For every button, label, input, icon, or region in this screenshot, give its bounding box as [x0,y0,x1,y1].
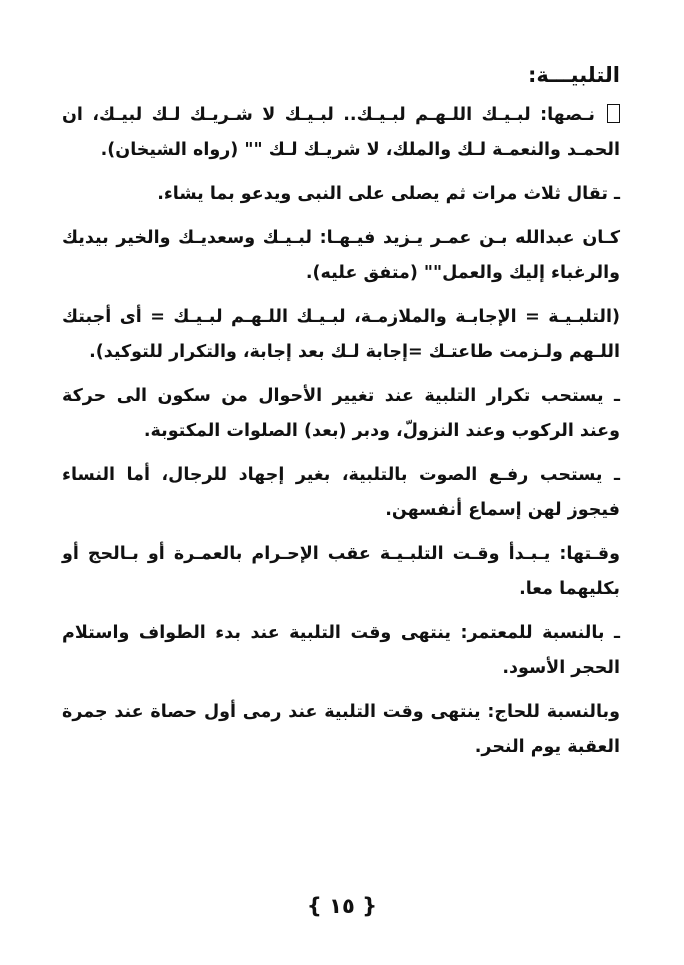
paragraph-hajj-end: وبالنسبة للحاج: ينتهى وقت التلبية عند رمى أول حصاة عند جمرة العقبة يوم النحر. [62,702,620,757]
paragraph-raising-voice: ـ يستحب رفـع الصوت بالتلبية، بغير إجهاد للرجال، أما النساء فيجوز لهن إسماع أنفسهن. [62,465,620,520]
paragraph-timing: وقـتها: يـبـدأ وقـت التلبـيـة عقب الإحـرام بالعمـرة أو بـالحج أو بكليهما معا. [62,544,620,599]
paragraph-ibn-umar: كـان عبدالله بـن عمـر يـزيد فيـهـا: لبـيـك وسعديـك والخير بيديك والرغباء إليك والعمل"" (متفق عليه). [62,228,620,283]
paragraph-repetition: ـ تقال ثلاث مرات ثم يصلى على النبى ويدعو بما يشاء. [157,184,620,204]
paragraph-talbiya-text [62,98,620,168]
paragraph-recommended-repetition: ـ يستحب تكرار التلبية عند تغيير الأحوال من سكون الى حركة وعند الركوب وعند النزولّ، ودبر (بعد) الصلوات المكتوبة. [62,386,620,441]
paragraph-definition: (التلبـيـة = الإجابـة والملازمـة، لبـيـك اللـهـم لبـيـك = أى أجبتك اللـهم ولـزمت طاعتـك =إجابة لـك بعد إجابة، والتكرار للتوكيد). [62,307,620,362]
page-number: { ١٥ } [306,894,378,918]
square-bullet-icon [607,104,620,123]
paragraph-umrah-end: ـ بالنسبة للمعتمر: ينتهى وقت التلبية عند بدء الطواف واستلام الحجر الأسود. [62,623,620,678]
paragraph-text: نـصها: لبـيـك اللـهـم لبـيـك.. لبـيـك لا شـريـك لـك لبيـك، ان الحمـد والنعمـة لـك والملك، لا شريـك لـك "" (رواه الشيخان). [62,105,620,160]
section-heading: التلبيـــة: [527,63,620,87]
